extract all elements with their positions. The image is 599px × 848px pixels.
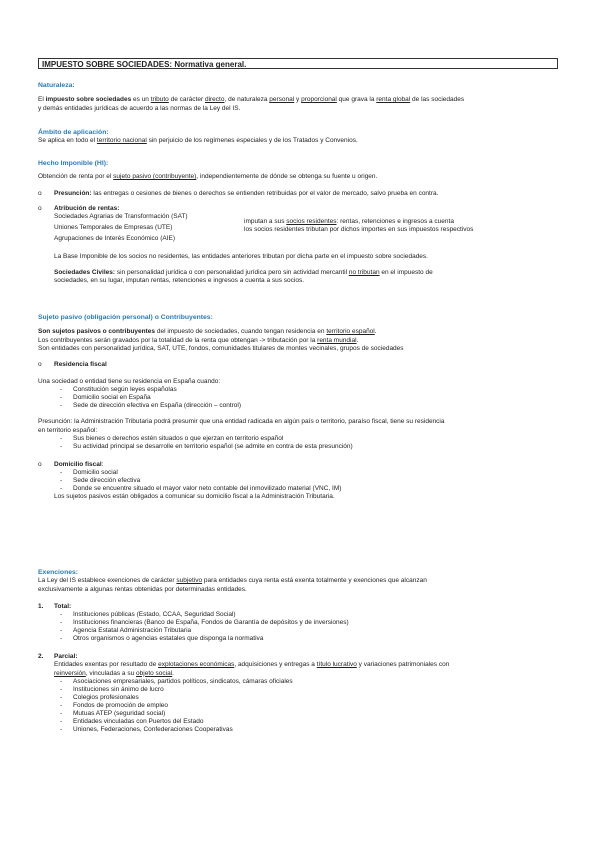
list-item: - Constitución según leyes españolas: [60, 386, 558, 394]
residencia-item: o Residencia fiscal: [38, 360, 107, 368]
bullet-marker: o: [38, 189, 42, 197]
base-imponible-text: La Base Imponible de los socios no residentes, las entidades anteriores tributan por dicha parte en el impuesto sobre sociedades.: [54, 252, 428, 260]
exenciones-line-2: exclusivamente a algunas rentas obtenidas por determinadas entidades.: [38, 585, 247, 593]
list-item: - Sus bienes o derechos estén situados o que ejerzan en territorio español: [60, 435, 558, 443]
document-title: [38, 58, 558, 69]
bullet-marker: o: [38, 460, 42, 468]
sujeto-line-2: Los contribuyentes serán gravados por la totalidad de la renta que obtengan -> tributación por la renta mundial.: [38, 336, 359, 344]
residencia-intro: Una sociedad o entidad tiene su residencia en España cuando:: [38, 377, 221, 385]
heading-ambito: Ámbito de aplicación:: [38, 129, 109, 136]
list-item: - Instituciones financieras (Banco de España, Fondos de Garantía de depósitos y de inversiones): [60, 619, 558, 627]
atribucion-entities: Sociedades Agrarias de Transformación (SAT) Uniones Temporales de Empresas (UTE) Agrupaciones de Interés Económico (AIE): [54, 212, 188, 243]
civiles-text: Sociedades Civiles: sin personalidad jurídica o con personalidad jurídica pero sin actividad mercantil no tributan en el impuesto de: [54, 268, 433, 276]
document-page: [38, 58, 558, 734]
heading-naturaleza: Naturaleza:: [38, 82, 75, 89]
list-item: - Fondos de promoción de empleo: [60, 702, 558, 710]
domicilio-list: [54, 469, 558, 493]
presuncion-text-1: Presunción: la Administración Tributaria podrá presumir que una entidad radicada en algún país o territorio, paraíso fiscal, tiene su residencia: [38, 418, 445, 426]
section-naturaleza: [38, 82, 558, 113]
list-item: - Mutuas ATEP (seguridad social): [60, 710, 558, 718]
parcial-line-2: reinversión, vinculadas a su objeto social.: [54, 669, 174, 677]
list-item: - Su actividad principal se desarrolle en territorio español (se admite en contra de esta presunción): [60, 443, 558, 451]
list-item: - Entidades vinculadas con Puertos del Estado: [60, 718, 558, 726]
list-item: - Sede de dirección efectiva en España (dirección – control): [60, 402, 558, 410]
sujeto-line-1: Son sujetos pasivos o contribuyentes del impuesto de sociedades, cuando tengan residencia en territorio español.: [38, 328, 377, 336]
naturaleza-text-2: y demás entidades jurídicas de acuerdo a las normas de la Ley del IS.: [38, 104, 241, 112]
section-sujeto-pasivo: [38, 314, 558, 502]
exencion-total: 1. Total: - Instituciones públicas (Estado, CCAA, Seguridad Social) - Instituciones financieras (Banco de España, Fondos de Garantía de depósitos y de inversiones) - Agencia Estatal Administración Tributaria - Otros organismos o agencias estatales que disponga la normativa: [38, 603, 558, 644]
exenciones-line-1: La Ley del IS establece exenciones de carácter subjetivo para entidades cuya renta está exenta totalmente y exenciones que alcanzan: [38, 577, 427, 585]
naturaleza-text: El impuesto sobre sociedades es un tributo de carácter directo, de naturaleza personal y proporcional que grava la renta global de las sociedades: [38, 96, 465, 104]
section-hecho-imponible: [38, 160, 558, 285]
parcial-line-1: Entidades exentas por resultado de explotaciones económicas, adquisiciones y entregas a título lucrativo y variaciones patrimoniales con: [54, 661, 450, 669]
presuncion-item: o Presunción: las entregas o cesiones de bienes o derechos se entienden retribuidas por el valor de mercado, salvo prueba en contra.: [38, 189, 439, 197]
exencion-parcial: 2. Parcial: Entidades exentas por resultado de explotaciones económicas, adquisiciones y entregas a título lucrativo y variaciones patrimoniales con reinversión, vinculadas a su objeto social. - Asociaciones empresariales, partidos políticos, sindicatos, cámaras oficiales - Instituciones sin ánimo de lucro - Colegios profesionales - Fondos de promoción de empleo - Mutuas ATEP (seguridad social) - Entidades vinculadas con Puertos del Estado - Uniones, Federaciones, Confederaciones Cooperativas: [38, 653, 558, 734]
parcial-list: [54, 678, 558, 735]
hecho-text: Obtención de renta por el sujeto pasivo (contribuyente), independientemente de dónde se obtenga su fuente u origen.: [38, 173, 378, 181]
list-item: - Otros organismos o agencias estatales que disponga la normativa: [60, 635, 558, 643]
section-exenciones: [38, 569, 558, 735]
list-item: - Donde se encuentre situado el mayor valor neto contable del inmovilizado material (VNC, IM): [60, 485, 558, 493]
total-list: [54, 611, 558, 644]
bullet-marker: o: [38, 360, 42, 368]
list-item: - Asociaciones empresariales, partidos políticos, sindicatos, cámaras oficiales: [60, 678, 558, 686]
list-item: - Domicilio social: [60, 469, 558, 477]
list-item: - Instituciones sin ánimo de lucro: [60, 686, 558, 694]
list-item: - Colegios profesionales: [60, 694, 558, 702]
list-item: - Sede dirección efectiva: [60, 477, 558, 485]
residencia-list: [38, 386, 558, 410]
imputan-text: imputan a sus socios residentes: rentas, retenciones e ingresos a cuenta los socios residentes tributan por dichos importes en sus impuestos respectivos: [244, 217, 474, 233]
bullet-marker: o: [38, 204, 42, 212]
list-item: - Domicilio social en España: [60, 394, 558, 402]
atribucion-item: o Atribución de rentas: Sociedades Agrarias de Transformación (SAT) Uniones Temporales de Empresas (UTE) Agrupaciones de Interés Económico (AIE) imputan a sus socios residentes: rentas, retenciones e ingresos a cuenta los socios residentes tributan por dichos importes en sus impuestos respectivos La Base Imponible de los socios no residentes, las entidades anteriores tributan por dicha parte en el impuesto sobre sociedades. Sociedades Civiles: sin personalidad jurídica o con personalidad jurídica pero sin actividad mercantil no tributan en el impuesto de sociedades, en su lugar, imputan rentas, retenciones e ingresos a cuenta a sus socios.: [38, 205, 558, 286]
heading-exenciones: Exenciones:: [38, 569, 79, 576]
title-rest: Normativa general.: [172, 60, 247, 69]
list-item: - Agencia Estatal Administración Tributaria: [60, 627, 558, 635]
list-item: - Instituciones públicas (Estado, CCAA, Seguridad Social): [60, 611, 558, 619]
title-bold: IMPUESTO SOBRE SOCIEDADES:: [42, 60, 173, 69]
ambito-text: Se aplica en todo el territorio nacional sin perjuicio de los regímenes especiales y de los Tratados y Convenios.: [38, 137, 358, 145]
sujeto-line-3: Son entidades con personalidad jurídica, SAT, UTE, fondos, comunidades titulares de montes vecinales, grupos de sociedades: [38, 344, 404, 352]
presuncion-list: [38, 435, 558, 451]
list-item: - Uniones, Federaciones, Confederaciones Cooperativas: [60, 726, 558, 734]
section-ambito: [38, 129, 558, 146]
domicilio-note: Los sujetos pasivos están obligados a comunicar su domicilio fiscal a la Administración Tributaria.: [54, 493, 335, 501]
domicilio-item: o Domicilio fiscal: - Domicilio social - Sede dirección efectiva - Donde se encuentre situado el mayor valor neto contable del inmovilizado material (VNC, IM) Los sujetos pasivos están obligados a comunicar su domicilio fiscal a la Administración Tributaria.: [38, 461, 558, 502]
presuncion-text-2: en territorio español:: [38, 426, 98, 434]
heading-hecho: Hecho Imponible (HI):: [38, 160, 109, 167]
heading-sujeto: Sujeto pasivo (obligación personal) o Contribuyentes:: [38, 314, 213, 321]
